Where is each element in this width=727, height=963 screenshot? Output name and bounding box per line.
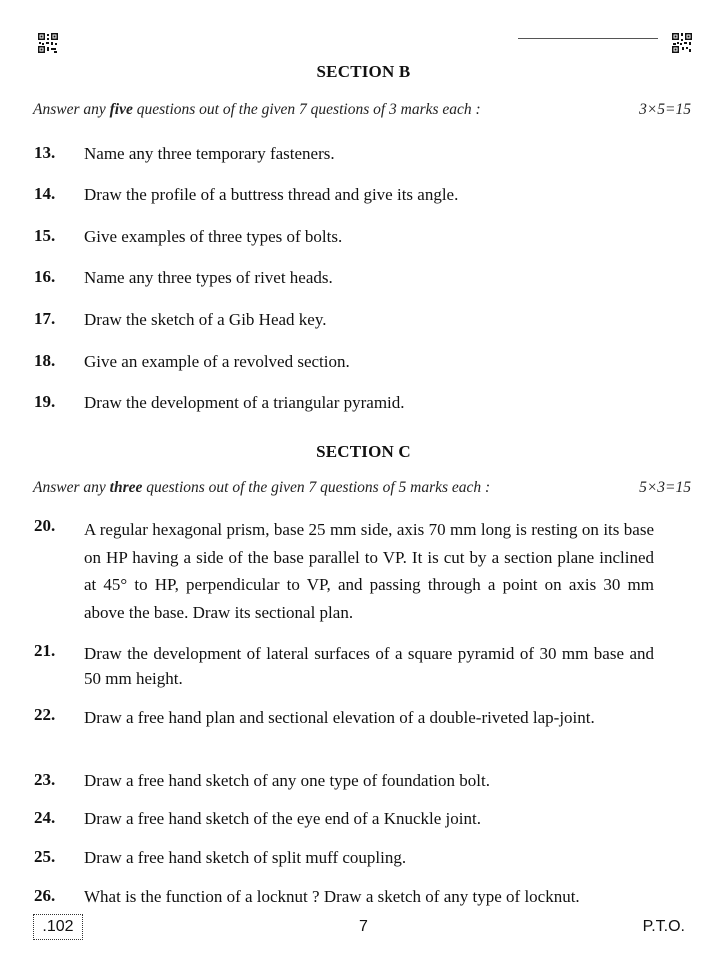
- question-26: [34, 886, 654, 908]
- question-number: 19.: [34, 392, 56, 411]
- question-text: Give examples of three types of bolts.: [84, 227, 343, 246]
- question-text: Draw a free hand sketch of the eye end of a Knuckle joint.: [84, 809, 481, 828]
- header-rule: [518, 38, 658, 39]
- instruction-emphasis: five: [109, 101, 133, 118]
- question-15: [34, 226, 654, 248]
- question-text: Give an example of a revolved section.: [84, 352, 350, 371]
- question-14: [34, 184, 654, 206]
- question-20: [34, 516, 654, 626]
- qr-code-icon: [672, 33, 692, 53]
- qr-code-icon: [38, 33, 58, 53]
- instruction-text: Answer any: [33, 479, 110, 496]
- instruction-emphasis: three: [109, 479, 143, 496]
- question-number: 22.: [34, 705, 56, 724]
- section-b-title: SECTION B: [316, 62, 411, 81]
- pto-label: P.T.O.: [642, 918, 685, 935]
- question-number: 14.: [34, 184, 56, 203]
- section-c-marks: 5×3=15: [639, 479, 691, 496]
- question-16: [34, 267, 654, 289]
- question-number: 16.: [34, 267, 56, 286]
- question-24: [34, 808, 654, 830]
- question-number: 26.: [34, 886, 56, 905]
- question-number: 15.: [34, 226, 56, 245]
- question-19: [34, 392, 654, 414]
- question-number: 24.: [34, 808, 56, 827]
- question-text: A regular hexagonal prism, base 25 mm side, axis 70 mm long is resting on its base on HP having a side of the base parallel to VP. It is cut by a section plane inclined at 45° to HP, perpendicular to VP, and passing through a point on axis 30 mm above the base. Draw its sectional plan.: [84, 520, 654, 622]
- page-number: 7: [359, 918, 368, 935]
- instruction-text: Answer any: [33, 101, 110, 118]
- question-22: [34, 705, 654, 730]
- question-text: What is the function of a locknut ? Draw a sketch of any type of locknut.: [84, 887, 580, 906]
- question-number: 20.: [34, 516, 56, 535]
- question-text: Name any three types of rivet heads.: [84, 268, 333, 287]
- question-text: Draw a free hand plan and sectional elevation of a double-riveted lap-joint.: [84, 708, 595, 727]
- question-17: [34, 309, 654, 331]
- question-number: 21.: [34, 641, 56, 660]
- question-text: Draw the sketch of a Gib Head key.: [84, 310, 327, 329]
- paper-code: .102: [33, 914, 83, 940]
- instruction-text: questions out of the given 7 questions of 5 marks each :: [142, 479, 491, 496]
- question-23: [34, 770, 654, 792]
- question-text: Name any three temporary fasteners.: [84, 144, 335, 163]
- section-c-title: SECTION C: [316, 442, 411, 461]
- question-18: [34, 351, 654, 373]
- question-text: Draw a free hand sketch of any one type of foundation bolt.: [84, 771, 490, 790]
- instruction-text: questions out of the given 7 questions of 3 marks each :: [132, 101, 481, 118]
- question-number: 25.: [34, 847, 56, 866]
- section-c-instructions: [33, 479, 691, 497]
- question-number: 17.: [34, 309, 56, 328]
- question-text: Draw the development of a triangular pyramid.: [84, 393, 405, 412]
- question-text: Draw the development of lateral surfaces of a square pyramid of 30 mm base and 50 mm height.: [84, 644, 654, 688]
- section-b-instructions: [33, 101, 691, 119]
- section-b-marks: 3×5=15: [639, 101, 691, 118]
- question-21: [34, 641, 654, 691]
- question-13: [34, 143, 654, 165]
- question-number: 18.: [34, 351, 56, 370]
- question-text: Draw a free hand sketch of split muff coupling.: [84, 848, 407, 867]
- question-25: [34, 847, 654, 869]
- question-text: Draw the profile of a buttress thread and give its angle.: [84, 185, 459, 204]
- question-number: 13.: [34, 143, 56, 162]
- question-number: 23.: [34, 770, 56, 789]
